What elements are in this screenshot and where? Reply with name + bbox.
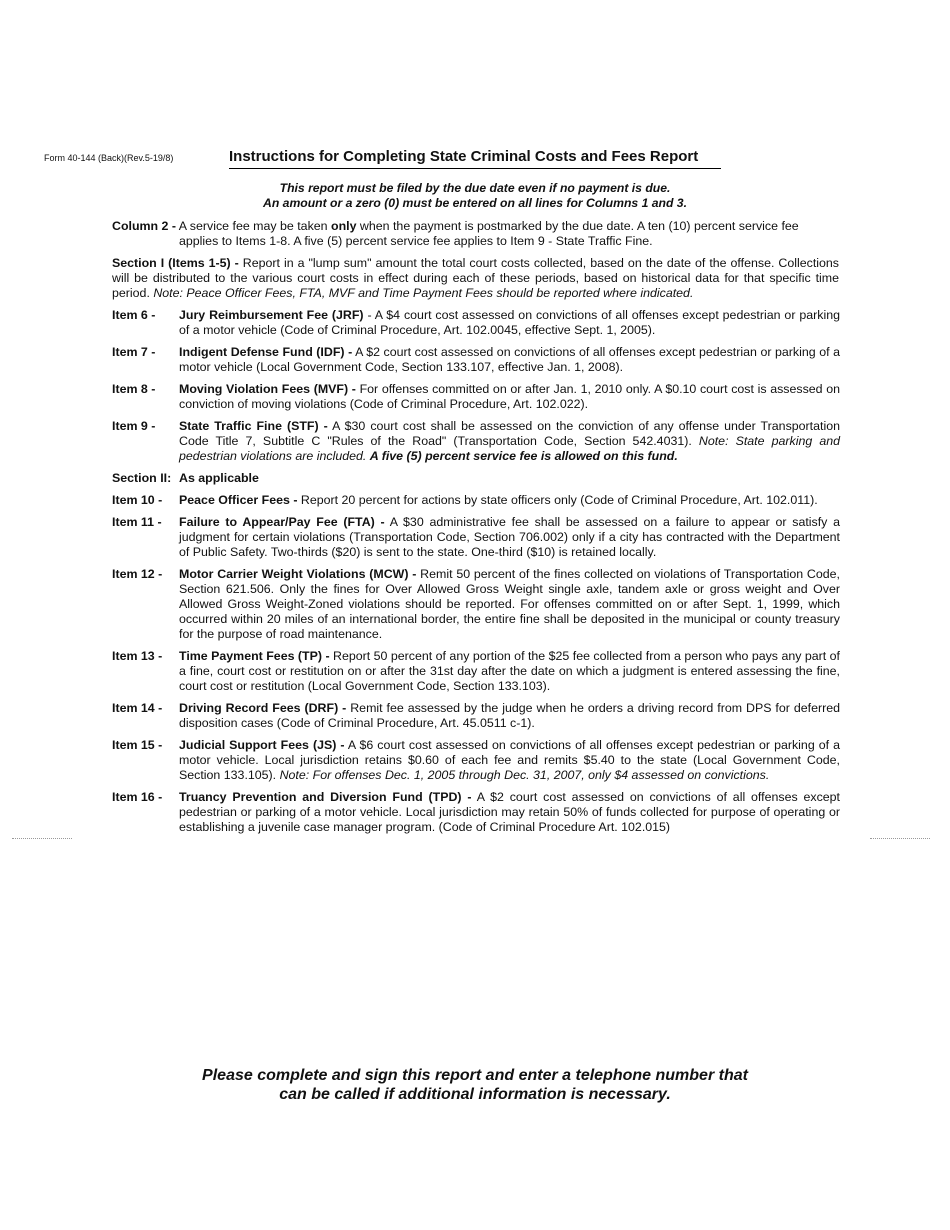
item-title: Jury Reimbursement Fee (JRF) xyxy=(179,308,364,322)
item-description: For offenses committed on or after Jan. 1, 2010 only. A $0.10 court cost is assessed on conviction of moving violations (Code of Criminal Procedure, Art. 102.022). xyxy=(179,382,841,411)
item-text xyxy=(179,345,840,375)
item-title: Indigent Defense Fund (IDF) - xyxy=(179,345,353,359)
fold-mark-left xyxy=(12,838,72,839)
item-9 xyxy=(112,419,840,464)
item-text xyxy=(179,419,840,464)
item-number: Item 12 - xyxy=(112,567,163,581)
item-description: Remit fee assessed by the judge when he orders a driving record from DPS for deferred disposition cases (Code of Criminal Procedure, Art. 45.0511 c-1). xyxy=(179,701,840,730)
section-1-instructions xyxy=(112,256,839,301)
item-note-bold: A five (5) percent service fee is allowed on this fund. xyxy=(369,449,678,463)
item-title: State Traffic Fine (STF) - xyxy=(179,419,328,433)
item-number: Item 13 - xyxy=(112,649,163,663)
item-text xyxy=(179,567,840,642)
item-number: Item 6 - xyxy=(112,308,156,322)
column-2-label: Column 2 - xyxy=(112,219,177,233)
item-title: Time Payment Fees (TP) - xyxy=(179,649,330,663)
item-16 xyxy=(112,790,840,835)
column-2-text-c: applies to Items 1-8. A five (5) percent service fee applies to Item 9 - State Traffic Fine. xyxy=(179,234,653,248)
fold-mark-right xyxy=(870,838,930,839)
filing-notice xyxy=(200,181,750,211)
section-1-text: Report in a "lump sum" amount the total court costs collected, based on the date of the offense. Collections will be distributed to the various court costs in effect during each of these periods, based on historical data for that specific time period. xyxy=(112,256,839,300)
item-description: A $30 court cost shall be assessed on the conviction of any offense under Transportation Code Title 7, Subtitle C "Rules of the Road" (Transportation Code, Section 542.4031). xyxy=(179,419,840,448)
page-title: Instructions for Completing State Criminal Costs and Fees Report xyxy=(229,149,721,169)
item-title: Truancy Prevention and Diversion Fund (TPD) - xyxy=(179,790,472,804)
item-11 xyxy=(112,515,840,560)
item-note: Note: For offenses Dec. 1, 2005 through Dec. 31, 2007, only $4 assessed on convictions. xyxy=(279,768,770,782)
closing-instruction xyxy=(150,1066,800,1104)
item-6 xyxy=(112,308,840,338)
item-number: Item 14 - xyxy=(112,701,163,715)
item-14 xyxy=(112,701,840,731)
item-text xyxy=(179,701,840,731)
item-text xyxy=(179,649,840,694)
section-2-text: As applicable xyxy=(179,471,259,485)
column-2-text-b: when the payment is postmarked by the due date. A ten (10) percent service fee xyxy=(356,219,799,233)
item-description: - A $4 court cost assessed on convictions of all offenses except pedestrian or parking of a motor vehicle (Code of Criminal Procedure, Art. 102.0045, effective Sept. 1, 2005). xyxy=(179,308,840,337)
item-description: A $30 administrative fee shall be assessed on a failure to appear or satisfy a judgment for certain violations (Transportation Code, Section 706.002) only if a city has contracted with the Department of Public Safety. Two-thirds ($20) is sent to the state. One-third ($10) is retained locally. xyxy=(179,515,840,559)
item-description: Report 50 percent of any portion of the $25 fee collected from a person who pays any part of a fine, court cost or restitution on or after the 31st day after the date on which a judgment is entered assessing the fine, court cost or restitution (Local Government Code, Section 133.103). xyxy=(179,649,840,693)
item-number: Item 16 - xyxy=(112,790,163,804)
item-title: Moving Violation Fees (MVF) - xyxy=(179,382,356,396)
form-number: Form 40-144 (Back)(Rev.5-19/8) xyxy=(44,153,174,163)
section-1-note: Note: Peace Officer Fees, FTA, MVF and Time Payment Fees should be reported where indicated. xyxy=(153,286,694,300)
item-number: Item 7 - xyxy=(112,345,156,359)
item-number: Item 9 - xyxy=(112,419,156,433)
item-number: Item 11 - xyxy=(112,515,162,529)
item-description: Remit 50 percent of the fines collected on violations of Transportation Code, Section 621.506. Only the fines for Over Allowed Gross Weight single axle, tandem axle or gross weight and Over Allowed Gross Weight-Zoned violations should be reported. For offenses committed on or after Sept. 1, 1999, which occurred within 20 miles of an international border, the entire fine shall be deposited in the municipal or county treasury for the purpose of road maintenance. xyxy=(179,567,840,641)
item-number: Item 10 - xyxy=(112,493,163,507)
item-title: Failure to Appear/Pay Fee (FTA) - xyxy=(179,515,385,529)
item-text xyxy=(179,308,840,338)
item-8 xyxy=(112,382,840,412)
item-number: Item 15 - xyxy=(112,738,163,752)
item-text xyxy=(179,515,840,560)
closing-line-1: Please complete and sign this report and enter a telephone number that xyxy=(202,1067,748,1084)
item-description: A $2 court cost assessed on convictions of all offenses except pedestrian or parking of a motor vehicle. Local jurisdiction may retain 50% of funds collected for purpose of operating or establishing a juvenile case manager program. (Code of Criminal Procedure Art. 102.015) xyxy=(179,790,840,834)
column-2-emphasis: only xyxy=(331,219,357,233)
notice-line-2: An amount or a zero (0) must be entered on all lines for Columns 1 and 3. xyxy=(263,196,687,210)
item-15 xyxy=(112,738,840,783)
item-7 xyxy=(112,345,840,375)
item-12 xyxy=(112,567,840,642)
item-title: Judicial Support Fees (JS) - xyxy=(179,738,345,752)
item-text xyxy=(179,738,840,783)
notice-line-1: This report must be filed by the due date even if no payment is due. xyxy=(279,181,671,195)
section-2-label: Section II: xyxy=(112,471,172,485)
item-title: Peace Officer Fees - xyxy=(179,493,298,507)
item-10 xyxy=(112,493,840,508)
item-text xyxy=(179,790,840,835)
item-description: Report 20 percent for actions by state officers only (Code of Criminal Procedure, Art. 102.011). xyxy=(297,493,818,507)
item-title: Driving Record Fees (DRF) - xyxy=(179,701,347,715)
closing-line-2: can be called if additional information is necessary. xyxy=(279,1086,671,1103)
item-number: Item 8 - xyxy=(112,382,156,396)
items-list xyxy=(112,308,840,842)
item-title: Motor Carrier Weight Violations (MCW) - xyxy=(179,567,417,581)
item-13 xyxy=(112,649,840,694)
item-text xyxy=(179,382,840,412)
section-2-heading xyxy=(112,471,840,486)
item-text xyxy=(179,493,840,508)
item-description: A $6 court cost assessed on convictions of all offenses except pedestrian or parking of a motor vehicle. Local jurisdiction retains $0.60 of each fee and remits $5.40 to the state (Local Government Code, Section 133.105). xyxy=(179,738,840,782)
column-2-instructions xyxy=(112,219,840,249)
column-2-text-a: A service fee may be taken xyxy=(176,219,331,233)
section-1-label: Section I (Items 1-5) - xyxy=(112,256,239,270)
item-description: A $2 court cost assessed on convictions of all offenses except pedestrian or parking of a motor vehicle (Local Government Code, Section 133.107, effective Jan. 1, 2008). xyxy=(179,345,840,374)
item-note: Note: State parking and pedestrian violations are included. xyxy=(179,434,840,463)
